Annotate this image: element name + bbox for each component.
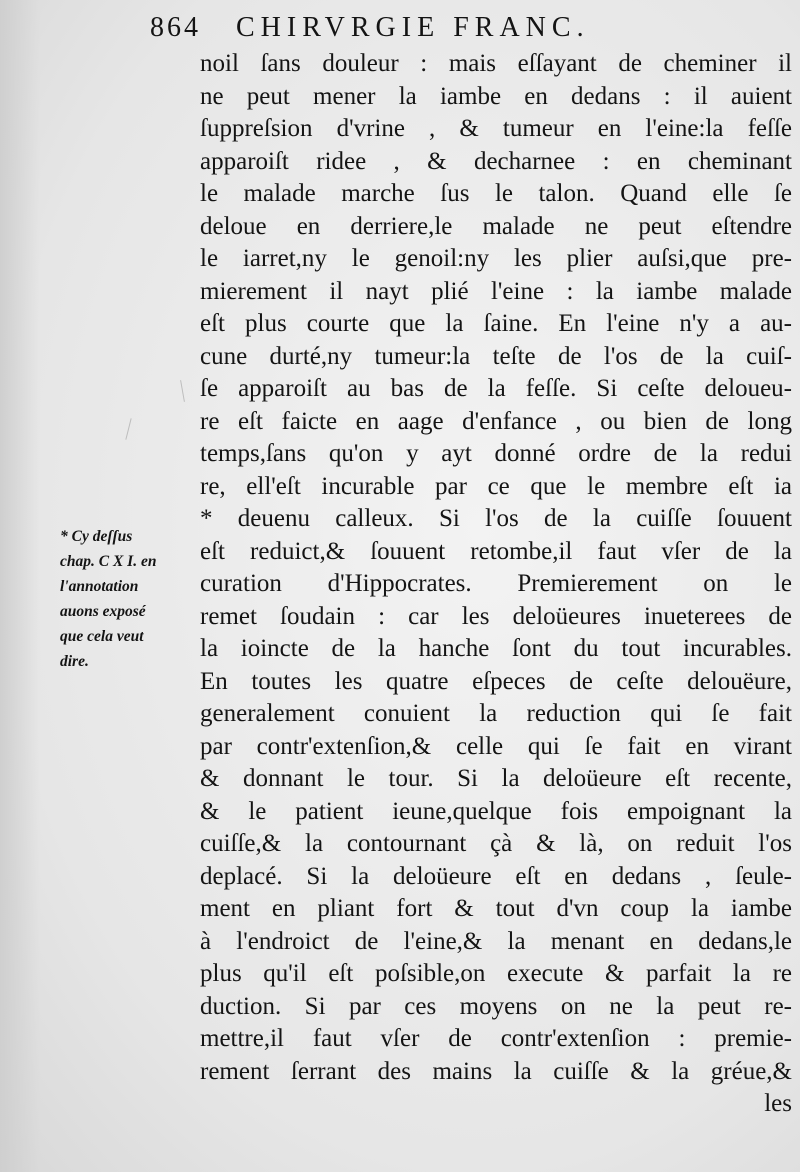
margin-note-line: dire. [60,653,89,670]
running-title: CHIRVRGIE FRANC. [236,12,590,43]
show-through-mark [180,380,185,402]
main-text-column [200,48,792,1121]
text-line: mierement il nayt plié l'eine : la iambe malade [200,277,792,305]
text-line: par contr'extenſion,& celle qui ſe fait en virant [200,732,792,760]
text-line: eſt reduict,& ſouuent retombe,il faut vſer de la [200,537,792,565]
text-line: re, ell'eſt incurable par ce que le membre eſt ia [200,472,792,500]
text-line: ne peut mener la iambe en dedans : il auient [200,82,792,110]
text-line: rement ſerrant des mains la cuiſſe & la gréue,& [200,1057,792,1085]
marginal-note [60,524,194,674]
page-header [150,12,790,52]
text-line: le malade marche ſus le talon. Quand elle ſe [200,180,792,207]
text-line: & donnant le tour. Si la deloüeure eſt recente, [200,765,792,792]
text-line: generalement conuient la reduction qui ſe fait [200,700,792,727]
text-line: * deuenu calleux. Si l'os de la cuiſſe ſouuent [200,505,792,532]
text-line: plus qu'il eſt poſsible,on execute & parfait la re [200,960,792,987]
text-line: cuiſſe,& la contournant çà & là, on reduit l'os [200,830,792,857]
page-number: 864 [150,12,201,43]
text-line: En toutes les quatre eſpeces de ceſte delouëure, [200,667,792,695]
text-line: ſuppreſsion d'vrine , & tumeur en l'eine:la feſſe [200,115,792,142]
catchword: les [764,1090,792,1117]
text-line: eſt plus courte que la ſaine. En l'eine n'y a au- [200,310,792,337]
text-line: re eſt faicte en aage d'enfance , ou bien de long [200,407,792,435]
text-line: remet ſoudain : car les deloüeures inueterees de [200,602,792,630]
margin-note-line: auons exposé [60,603,146,620]
margin-note-line: chap. C X I. en [60,553,157,570]
text-line: deplacé. Si la deloüeure eſt en dedans , ſeule- [200,862,792,890]
text-line: apparoiſt ridee , & decharnee : en cheminant [200,147,792,175]
show-through-mark [125,418,131,440]
text-line: ment en pliant fort & tout d'vn coup la iambe [200,895,792,922]
margin-note-line: * Cy deſſus [60,528,133,545]
text-line: cune durté,ny tumeur:la teſte de l'os de la cuiſ- [200,342,792,370]
text-line: duction. Si par ces moyens on ne la peut re- [200,992,792,1020]
text-line: mettre,il faut vſer de contr'extenſion : premie- [200,1025,792,1052]
gutter-shadow [0,0,40,1172]
margin-note-line: que cela veut [60,628,144,645]
text-line: curation d'Hippocrates. Premierement on le [200,570,792,597]
text-line: & le patient ieune,quelque fois empoignant la [200,797,792,825]
text-line: la ioincte de la hanche ſont du tout incurables. [200,635,792,662]
margin-note-line: l'annotation [60,578,139,595]
text-line: temps,ſans qu'on y ayt donné ordre de la redui [200,440,792,467]
text-line: ſe apparoiſt au bas de la feſſe. Si ceſte deloueu- [200,375,792,402]
text-line: deloue en derriere,le malade ne peut eſtendre [200,212,792,240]
text-line: noil ſans douleur : mais eſſayant de cheminer il [200,50,792,77]
text-line: à l'endroict de l'eine,& la menant en dedans,le [200,927,792,955]
text-line: le iarret,ny le genoil:ny les plier auſsi,que pre- [200,245,792,272]
